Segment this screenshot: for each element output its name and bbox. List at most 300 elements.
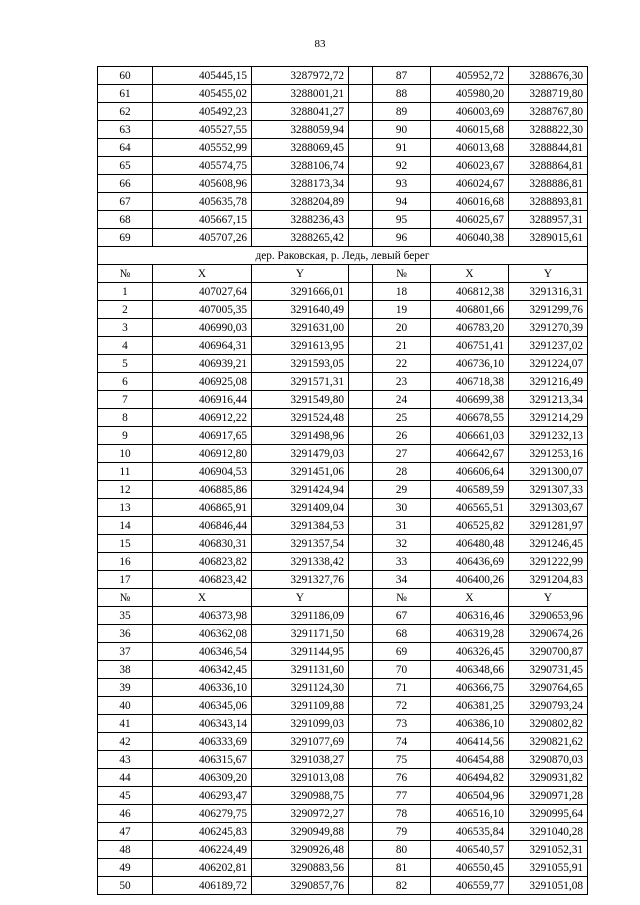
x-coordinate: 406801,66 xyxy=(431,301,509,319)
separator-cell xyxy=(349,175,373,193)
point-number: 37 xyxy=(98,643,153,661)
x-coordinate: 405707,26 xyxy=(153,229,252,247)
y-coordinate: 3291631,00 xyxy=(252,319,349,337)
y-coordinate: 3291451,06 xyxy=(252,463,349,481)
y-coordinate: 3290971,28 xyxy=(509,787,588,805)
x-coordinate: 406589,59 xyxy=(431,481,509,499)
table-row xyxy=(98,751,588,769)
y-coordinate: 3291613,95 xyxy=(252,337,349,355)
point-number: 72 xyxy=(373,697,431,715)
table-row xyxy=(98,625,588,643)
point-number: 27 xyxy=(373,445,431,463)
y-coordinate: 3291186,09 xyxy=(252,607,349,625)
x-coordinate: 406990,03 xyxy=(153,319,252,337)
point-number: 18 xyxy=(373,283,431,301)
separator-cell xyxy=(349,301,373,319)
y-coordinate: 3291214,29 xyxy=(509,409,588,427)
x-coordinate: 406504,96 xyxy=(431,787,509,805)
y-coordinate: 3291316,31 xyxy=(509,283,588,301)
y-coordinate: 3291424,94 xyxy=(252,481,349,499)
x-coordinate: 406525,82 xyxy=(431,517,509,535)
table-row xyxy=(98,67,588,85)
page-number: 83 xyxy=(314,38,326,50)
header-x: X xyxy=(431,265,509,283)
point-number: 44 xyxy=(98,769,153,787)
point-number: 7 xyxy=(98,391,153,409)
separator-cell xyxy=(349,517,373,535)
y-coordinate: 3290802,82 xyxy=(509,715,588,733)
y-coordinate: 3291052,31 xyxy=(509,841,588,859)
point-number: 41 xyxy=(98,715,153,733)
y-coordinate: 3291237,02 xyxy=(509,337,588,355)
point-number: 14 xyxy=(98,517,153,535)
y-coordinate: 3291357,54 xyxy=(252,535,349,553)
x-coordinate: 406366,75 xyxy=(431,679,509,697)
point-number: 21 xyxy=(373,337,431,355)
table-row xyxy=(98,409,588,427)
table-row xyxy=(98,391,588,409)
coordinates-table xyxy=(97,66,588,895)
table-row xyxy=(98,427,588,445)
x-coordinate: 406315,67 xyxy=(153,751,252,769)
x-coordinate: 406381,25 xyxy=(431,697,509,715)
point-number: 11 xyxy=(98,463,153,481)
point-number: 90 xyxy=(373,121,431,139)
y-coordinate: 3291666,01 xyxy=(252,283,349,301)
separator-cell xyxy=(349,319,373,337)
point-number: 28 xyxy=(373,463,431,481)
y-coordinate: 3291270,39 xyxy=(509,319,588,337)
x-coordinate: 406342,45 xyxy=(153,661,252,679)
separator-cell xyxy=(349,283,373,301)
y-coordinate: 3288886,81 xyxy=(509,175,588,193)
point-number: 24 xyxy=(373,391,431,409)
point-number: 34 xyxy=(373,571,431,589)
x-coordinate: 406912,80 xyxy=(153,445,252,463)
point-number: 2 xyxy=(98,301,153,319)
x-coordinate: 406040,38 xyxy=(431,229,509,247)
x-coordinate: 406362,08 xyxy=(153,625,252,643)
point-number: 88 xyxy=(373,85,431,103)
separator-cell xyxy=(349,535,373,553)
point-number: 23 xyxy=(373,373,431,391)
header-number: № xyxy=(98,265,153,283)
point-number: 74 xyxy=(373,733,431,751)
x-coordinate: 405455,02 xyxy=(153,85,252,103)
point-number: 19 xyxy=(373,301,431,319)
header-row xyxy=(98,589,588,607)
point-number: 73 xyxy=(373,715,431,733)
x-coordinate: 406024,67 xyxy=(431,175,509,193)
y-coordinate: 3291338,42 xyxy=(252,553,349,571)
y-coordinate: 3291593,05 xyxy=(252,355,349,373)
point-number: 38 xyxy=(98,661,153,679)
x-coordinate: 405574,75 xyxy=(153,157,252,175)
table-row xyxy=(98,121,588,139)
x-coordinate: 406783,20 xyxy=(431,319,509,337)
separator-cell xyxy=(349,121,373,139)
x-coordinate: 406015,68 xyxy=(431,121,509,139)
table-row xyxy=(98,571,588,589)
point-number: 60 xyxy=(98,67,153,85)
separator-cell xyxy=(349,571,373,589)
point-number: 50 xyxy=(98,877,153,895)
x-coordinate: 407005,35 xyxy=(153,301,252,319)
x-coordinate: 406480,48 xyxy=(431,535,509,553)
point-number: 48 xyxy=(98,841,153,859)
x-coordinate: 405445,15 xyxy=(153,67,252,85)
x-coordinate: 406904,53 xyxy=(153,463,252,481)
point-number: 4 xyxy=(98,337,153,355)
point-number: 9 xyxy=(98,427,153,445)
x-coordinate: 406025,67 xyxy=(431,211,509,229)
point-number: 32 xyxy=(373,535,431,553)
y-coordinate: 3288893,81 xyxy=(509,193,588,211)
x-coordinate: 406661,03 xyxy=(431,427,509,445)
point-number: 40 xyxy=(98,697,153,715)
table-row xyxy=(98,661,588,679)
y-coordinate: 3291232,13 xyxy=(509,427,588,445)
header-x: X xyxy=(153,265,252,283)
point-number: 31 xyxy=(373,517,431,535)
point-number: 79 xyxy=(373,823,431,841)
separator-cell xyxy=(349,697,373,715)
y-coordinate: 3290995,64 xyxy=(509,805,588,823)
x-coordinate: 406917,65 xyxy=(153,427,252,445)
x-coordinate: 406348,66 xyxy=(431,661,509,679)
y-coordinate: 3288822,30 xyxy=(509,121,588,139)
separator-cell xyxy=(349,265,373,283)
y-coordinate: 3290700,87 xyxy=(509,643,588,661)
point-number: 67 xyxy=(373,607,431,625)
y-coordinate: 3287972,72 xyxy=(252,67,349,85)
x-coordinate: 406373,98 xyxy=(153,607,252,625)
x-coordinate: 406964,31 xyxy=(153,337,252,355)
y-coordinate: 3291299,76 xyxy=(509,301,588,319)
table-row xyxy=(98,517,588,535)
x-coordinate: 406494,82 xyxy=(431,769,509,787)
header-y: Y xyxy=(252,265,349,283)
x-coordinate: 406736,10 xyxy=(431,355,509,373)
point-number: 93 xyxy=(373,175,431,193)
separator-cell xyxy=(349,643,373,661)
point-number: 13 xyxy=(98,499,153,517)
x-coordinate: 406535,84 xyxy=(431,823,509,841)
y-coordinate: 3290926,48 xyxy=(252,841,349,859)
y-coordinate: 3291077,69 xyxy=(252,733,349,751)
table-row xyxy=(98,157,588,175)
separator-cell xyxy=(349,67,373,85)
x-coordinate: 406939,21 xyxy=(153,355,252,373)
header-number: № xyxy=(373,265,431,283)
point-number: 67 xyxy=(98,193,153,211)
x-coordinate: 406326,45 xyxy=(431,643,509,661)
separator-cell xyxy=(349,211,373,229)
point-number: 95 xyxy=(373,211,431,229)
x-coordinate: 406414,56 xyxy=(431,733,509,751)
y-coordinate: 3288265,42 xyxy=(252,229,349,247)
point-number: 78 xyxy=(373,805,431,823)
x-coordinate: 406333,69 xyxy=(153,733,252,751)
point-number: 66 xyxy=(98,175,153,193)
point-number: 25 xyxy=(373,409,431,427)
x-coordinate: 406565,51 xyxy=(431,499,509,517)
point-number: 69 xyxy=(98,229,153,247)
y-coordinate: 3290793,24 xyxy=(509,697,588,715)
x-coordinate: 406316,46 xyxy=(431,607,509,625)
y-coordinate: 3288719,80 xyxy=(509,85,588,103)
y-coordinate: 3288676,30 xyxy=(509,67,588,85)
x-coordinate: 406540,57 xyxy=(431,841,509,859)
table-row xyxy=(98,463,588,481)
point-number: 16 xyxy=(98,553,153,571)
y-coordinate: 3291099,03 xyxy=(252,715,349,733)
y-coordinate: 3291524,48 xyxy=(252,409,349,427)
point-number: 12 xyxy=(98,481,153,499)
y-coordinate: 3288069,45 xyxy=(252,139,349,157)
point-number: 43 xyxy=(98,751,153,769)
header-x: X xyxy=(153,589,252,607)
point-number: 71 xyxy=(373,679,431,697)
separator-cell xyxy=(349,625,373,643)
y-coordinate: 3291640,49 xyxy=(252,301,349,319)
y-coordinate: 3291171,50 xyxy=(252,625,349,643)
point-number: 3 xyxy=(98,319,153,337)
x-coordinate: 406812,38 xyxy=(431,283,509,301)
point-number: 29 xyxy=(373,481,431,499)
x-coordinate: 406336,10 xyxy=(153,679,252,697)
separator-cell xyxy=(349,553,373,571)
y-coordinate: 3291038,27 xyxy=(252,751,349,769)
point-number: 82 xyxy=(373,877,431,895)
separator-cell xyxy=(349,751,373,769)
point-number: 81 xyxy=(373,859,431,877)
x-coordinate: 406202,81 xyxy=(153,859,252,877)
y-coordinate: 3290949,88 xyxy=(252,823,349,841)
point-number: 63 xyxy=(98,121,153,139)
separator-cell xyxy=(349,337,373,355)
x-coordinate: 406189,72 xyxy=(153,877,252,895)
y-coordinate: 3291327,76 xyxy=(252,571,349,589)
y-coordinate: 3290731,45 xyxy=(509,661,588,679)
separator-cell xyxy=(349,787,373,805)
separator-cell xyxy=(349,139,373,157)
y-coordinate: 3288767,80 xyxy=(509,103,588,121)
table-row xyxy=(98,841,588,859)
table-row xyxy=(98,211,588,229)
y-coordinate: 3291384,53 xyxy=(252,517,349,535)
table-row xyxy=(98,607,588,625)
x-coordinate: 405552,99 xyxy=(153,139,252,157)
y-coordinate: 3290821,62 xyxy=(509,733,588,751)
y-coordinate: 3289015,61 xyxy=(509,229,588,247)
x-coordinate: 406400,26 xyxy=(431,571,509,589)
separator-cell xyxy=(349,859,373,877)
y-coordinate: 3291144,95 xyxy=(252,643,349,661)
x-coordinate: 406245,83 xyxy=(153,823,252,841)
table-row xyxy=(98,643,588,661)
y-coordinate: 3291124,30 xyxy=(252,679,349,697)
separator-cell xyxy=(349,589,373,607)
separator-cell xyxy=(349,427,373,445)
point-number: 80 xyxy=(373,841,431,859)
separator-cell xyxy=(349,391,373,409)
x-coordinate: 406454,88 xyxy=(431,751,509,769)
point-number: 8 xyxy=(98,409,153,427)
separator-cell xyxy=(349,481,373,499)
x-coordinate: 405635,78 xyxy=(153,193,252,211)
point-number: 92 xyxy=(373,157,431,175)
y-coordinate: 3288001,21 xyxy=(252,85,349,103)
x-coordinate: 406559,77 xyxy=(431,877,509,895)
y-coordinate: 3291216,49 xyxy=(509,373,588,391)
x-coordinate: 406386,10 xyxy=(431,715,509,733)
table-row xyxy=(98,733,588,751)
point-number: 76 xyxy=(373,769,431,787)
y-coordinate: 3288236,43 xyxy=(252,211,349,229)
y-coordinate: 3291281,97 xyxy=(509,517,588,535)
separator-cell xyxy=(349,715,373,733)
x-coordinate: 406550,45 xyxy=(431,859,509,877)
x-coordinate: 406846,44 xyxy=(153,517,252,535)
y-coordinate: 3288864,81 xyxy=(509,157,588,175)
x-coordinate: 406013,68 xyxy=(431,139,509,157)
separator-cell xyxy=(349,193,373,211)
y-coordinate: 3290870,03 xyxy=(509,751,588,769)
point-number: 5 xyxy=(98,355,153,373)
x-coordinate: 406925,08 xyxy=(153,373,252,391)
x-coordinate: 406346,54 xyxy=(153,643,252,661)
x-coordinate: 406343,14 xyxy=(153,715,252,733)
point-number: 91 xyxy=(373,139,431,157)
point-number: 68 xyxy=(98,211,153,229)
x-coordinate: 406003,69 xyxy=(431,103,509,121)
point-number: 61 xyxy=(98,85,153,103)
point-number: 45 xyxy=(98,787,153,805)
separator-cell xyxy=(349,823,373,841)
section-row xyxy=(98,247,588,265)
x-coordinate: 406279,75 xyxy=(153,805,252,823)
y-coordinate: 3291222,99 xyxy=(509,553,588,571)
x-coordinate: 406823,82 xyxy=(153,553,252,571)
header-number: № xyxy=(373,589,431,607)
header-x: X xyxy=(431,589,509,607)
y-coordinate: 3288041,27 xyxy=(252,103,349,121)
point-number: 68 xyxy=(373,625,431,643)
y-coordinate: 3291013,08 xyxy=(252,769,349,787)
point-number: 39 xyxy=(98,679,153,697)
table-row xyxy=(98,445,588,463)
x-coordinate: 406345,06 xyxy=(153,697,252,715)
y-coordinate: 3291307,33 xyxy=(509,481,588,499)
point-number: 49 xyxy=(98,859,153,877)
x-coordinate: 405492,23 xyxy=(153,103,252,121)
table-row xyxy=(98,679,588,697)
point-number: 26 xyxy=(373,427,431,445)
y-coordinate: 3288844,81 xyxy=(509,139,588,157)
point-number: 36 xyxy=(98,625,153,643)
x-coordinate: 406912,22 xyxy=(153,409,252,427)
y-coordinate: 3291213,34 xyxy=(509,391,588,409)
table-row xyxy=(98,283,588,301)
y-coordinate: 3291224,07 xyxy=(509,355,588,373)
point-number: 62 xyxy=(98,103,153,121)
table-row xyxy=(98,823,588,841)
y-coordinate: 3291109,88 xyxy=(252,697,349,715)
separator-cell xyxy=(349,661,373,679)
separator-cell xyxy=(349,769,373,787)
point-number: 22 xyxy=(373,355,431,373)
point-number: 33 xyxy=(373,553,431,571)
point-number: 77 xyxy=(373,787,431,805)
point-number: 10 xyxy=(98,445,153,463)
y-coordinate: 3290857,76 xyxy=(252,877,349,895)
x-coordinate: 405952,72 xyxy=(431,67,509,85)
y-coordinate: 3291204,83 xyxy=(509,571,588,589)
separator-cell xyxy=(349,679,373,697)
y-coordinate: 3291300,07 xyxy=(509,463,588,481)
table-row xyxy=(98,499,588,517)
separator-cell xyxy=(349,229,373,247)
y-coordinate: 3290931,82 xyxy=(509,769,588,787)
point-number: 64 xyxy=(98,139,153,157)
header-y: Y xyxy=(509,265,588,283)
separator-cell xyxy=(349,733,373,751)
y-coordinate: 3291571,31 xyxy=(252,373,349,391)
table-row xyxy=(98,787,588,805)
y-coordinate: 3290764,65 xyxy=(509,679,588,697)
x-coordinate: 406224,49 xyxy=(153,841,252,859)
point-number: 87 xyxy=(373,67,431,85)
y-coordinate: 3288059,94 xyxy=(252,121,349,139)
separator-cell xyxy=(349,463,373,481)
separator-cell xyxy=(349,445,373,463)
x-coordinate: 405527,55 xyxy=(153,121,252,139)
point-number: 96 xyxy=(373,229,431,247)
table-row xyxy=(98,535,588,553)
x-coordinate: 406319,28 xyxy=(431,625,509,643)
separator-cell xyxy=(349,805,373,823)
y-coordinate: 3288173,34 xyxy=(252,175,349,193)
table-row xyxy=(98,229,588,247)
table-row xyxy=(98,697,588,715)
point-number: 46 xyxy=(98,805,153,823)
y-coordinate: 3290883,56 xyxy=(252,859,349,877)
table-row xyxy=(98,337,588,355)
x-coordinate: 406678,55 xyxy=(431,409,509,427)
header-number: № xyxy=(98,589,153,607)
x-coordinate: 406016,68 xyxy=(431,193,509,211)
x-coordinate: 406642,67 xyxy=(431,445,509,463)
separator-cell xyxy=(349,409,373,427)
x-coordinate: 405667,15 xyxy=(153,211,252,229)
y-coordinate: 3288957,31 xyxy=(509,211,588,229)
y-coordinate: 3291498,96 xyxy=(252,427,349,445)
point-number: 20 xyxy=(373,319,431,337)
table-row xyxy=(98,859,588,877)
separator-cell xyxy=(349,499,373,517)
point-number: 65 xyxy=(98,157,153,175)
separator-cell xyxy=(349,157,373,175)
x-coordinate: 406606,64 xyxy=(431,463,509,481)
header-y: Y xyxy=(509,589,588,607)
table-row xyxy=(98,877,588,895)
x-coordinate: 406830,31 xyxy=(153,535,252,553)
y-coordinate: 3291409,04 xyxy=(252,499,349,517)
x-coordinate: 406293,47 xyxy=(153,787,252,805)
separator-cell xyxy=(349,373,373,391)
x-coordinate: 406516,10 xyxy=(431,805,509,823)
